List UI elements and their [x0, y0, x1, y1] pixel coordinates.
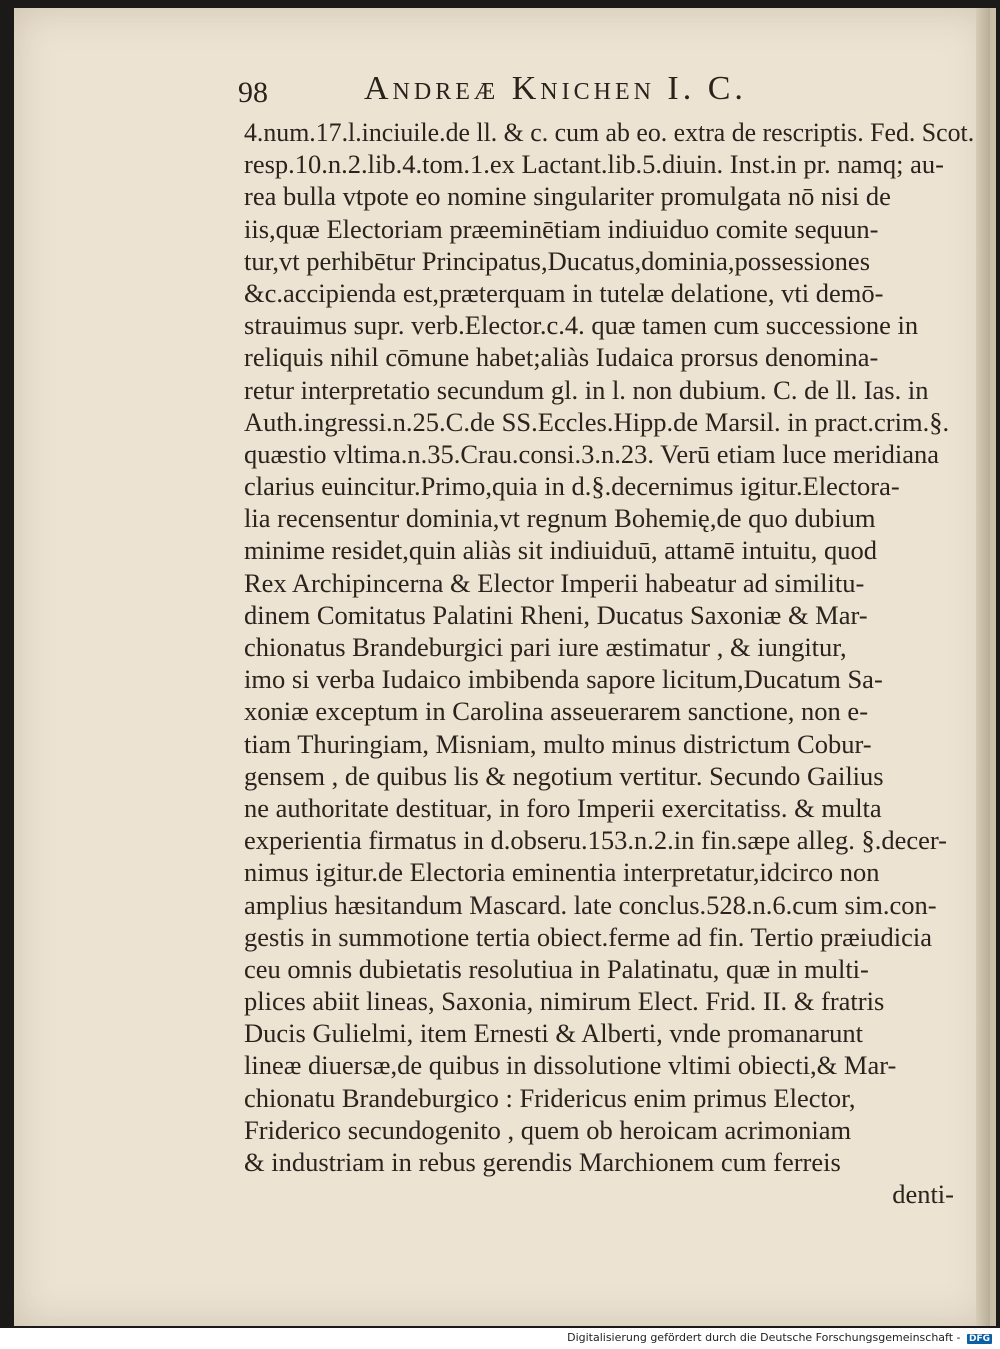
- footer-bar: [0, 1328, 1000, 1349]
- text-line: quæstio vltima.n.35.Crau.consi.3.n.23. Verū etiam luce meridiana: [244, 438, 940, 469]
- text-line: &c.accipienda est,præterquam in tutelæ delatione, vti demō-: [244, 277, 884, 308]
- text-line: nimus igitur.de Electoria eminentia interpretatur,idcirco non: [244, 857, 880, 888]
- text-line: Friderico secundogenito , quem ob heroicam acrimoniam: [244, 1114, 852, 1145]
- text-line: retur interpretatio secundum gl. in l. non dubium. C. de ll. Ias. in: [244, 374, 929, 405]
- text-line: strauimus supr. verb.Elector.c.4. quæ tamen cum successione in: [244, 310, 919, 341]
- funding-credit-text: Digitalisierung gefördert durch die Deutsche Forschungsgemeinschaft -: [567, 1331, 961, 1344]
- text-line: tur,vt perhibētur Principatus,Ducatus,dominia,possessiones: [244, 245, 871, 276]
- text-line: & industriam in rebus gerendis Marchionem cum ferreis: [244, 1147, 841, 1177]
- text-line: ne authoritate destituar, in foro Imperii exercitatiss. & multa: [244, 792, 882, 823]
- text-line: tiam Thuringiam, Misniam, multo minus districtum Cobur-: [244, 728, 872, 759]
- text-line: Auth.ingressi.n.25.C.de SS.Eccles.Hipp.de Marsil. in pract.crim.§.: [244, 406, 950, 437]
- text-line: reliquis nihil cōmune habet;aliàs Iudaica prorsus denomina-: [244, 342, 879, 373]
- text-line: minime residet,quin aliàs sit indiuiduū, attamē intuitu, quod: [244, 535, 877, 566]
- text-line: experientia firmatus in d.obseru.153.n.2.in fin.sæpe alleg. §.decer-: [244, 825, 947, 856]
- text-line: 4.num.17.l.inciuile.de ll. & c. cum ab eo. extra de rescriptis. Fed. Scot.: [244, 117, 975, 147]
- page-number: 98: [238, 76, 268, 109]
- text-line: gensem , de quibus lis & negotium vertitur. Secundo Gailius: [244, 760, 884, 791]
- text-line: clarius euincitur.Primo,quia in d.§.decernimus igitur.Electora-: [244, 471, 900, 502]
- page-edge: [976, 8, 990, 1326]
- running-head: [238, 68, 978, 108]
- text-line: lineæ diuersæ,de quibus in dissolutione vltimi obiecti,& Mar-: [244, 1050, 897, 1081]
- running-title: Andreæ Knichen I. C.: [364, 70, 747, 107]
- text-line: plices abiit lineas, Saxonia, nimirum Elect. Frid. II. & fratris: [244, 986, 885, 1017]
- text-line: ceu omnis dubietatis resolutiua in Palatinatu, quæ in multi-: [244, 953, 869, 984]
- text-line: amplius hæsitandum Mascard. late conclus.528.n.6.cum sim.con-: [244, 889, 937, 920]
- text-line: gestis in summotione tertia obiect.ferme ad fin. Tertio præiudicia: [244, 921, 932, 952]
- catchword: denti-: [892, 1179, 954, 1210]
- text-line: iis,quæ Electoriam præeminētiam indiuiduo comite sequun-: [244, 213, 879, 244]
- text-line: chionatu Brandeburgico : Fridericus enim primus Elector,: [244, 1082, 856, 1113]
- dfg-logo-icon: DFG: [968, 1334, 990, 1344]
- funding-credit: [567, 1331, 992, 1344]
- text-line: imo si verba Iudaico imbibenda sapore licitum,Ducatum Sa-: [244, 664, 883, 695]
- book-page: [14, 8, 996, 1326]
- text-line: rea bulla vtpote eo nomine singulariter promulgata nō nisi de: [244, 181, 891, 212]
- text-line: resp.10.n.2.lib.4.tom.1.ex Lactant.lib.5.diuin. Inst.in pr. namq; au-: [244, 149, 944, 180]
- text-line: Rex Archipincerna & Elector Imperii habeatur ad similitu-: [244, 567, 865, 598]
- text-line: xoniæ exceptum in Carolina asseuerarem sanctione, non e-: [244, 696, 869, 727]
- text-line: dinem Comitatus Palatini Rheni, Ducatus Saxoniæ & Mar-: [244, 599, 868, 630]
- text-line: Ducis Gulielmi, item Ernesti & Alberti, vnde promanarunt: [244, 1018, 863, 1049]
- text-line: lia recensentur dominia,vt regnum Bohemię,de quo dubium: [244, 503, 876, 534]
- body-text: [244, 116, 974, 1210]
- text-line: chionatus Brandeburgici pari iure æstimatur , & iungitur,: [244, 632, 847, 662]
